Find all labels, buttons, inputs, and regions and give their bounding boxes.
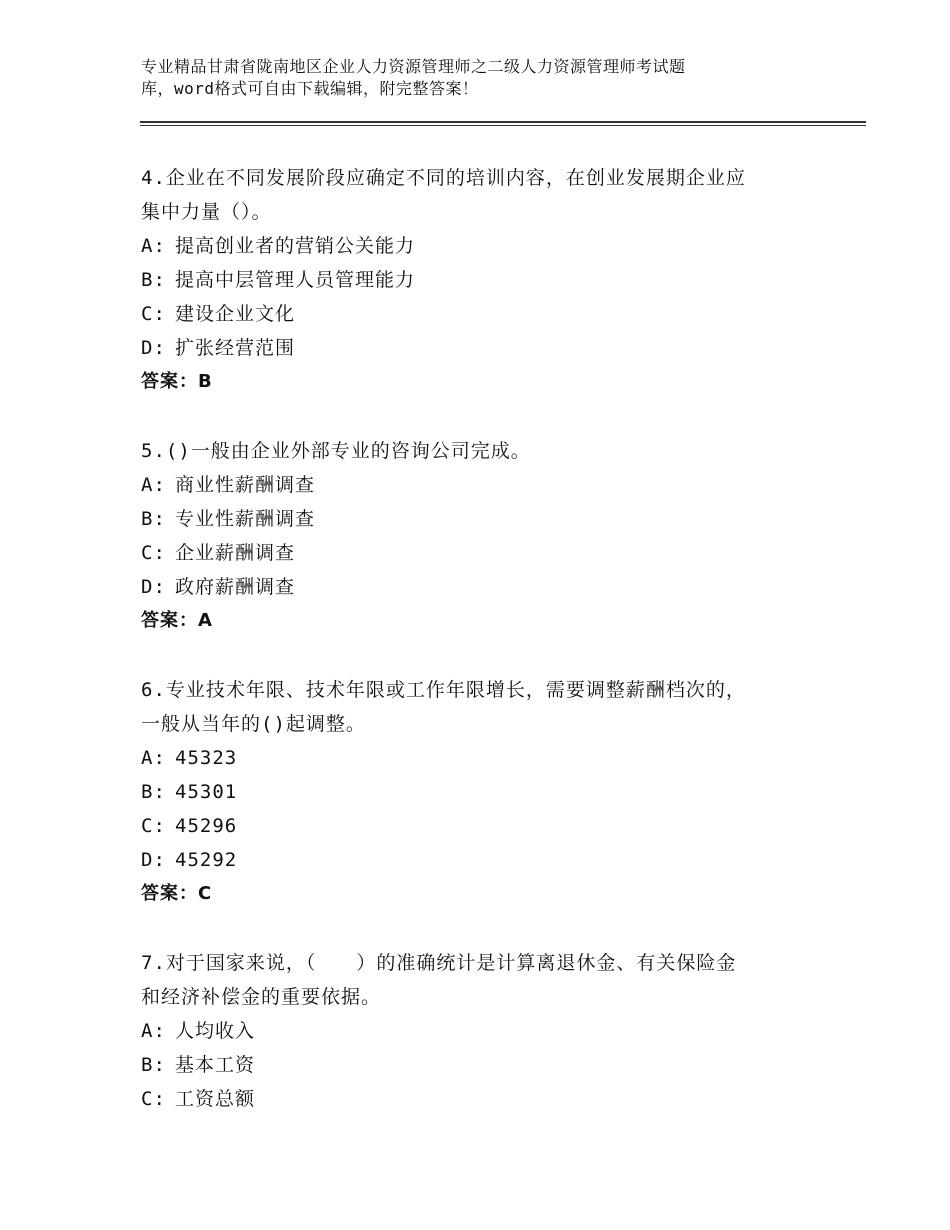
option-a [141,1014,821,1048]
option-a [141,229,821,263]
option-label: B: [141,781,166,803]
answer: 答案：B [141,371,213,392]
option-text: 人均收入 [175,1020,256,1042]
option-c [141,297,821,331]
question-stem-line: 7.对于国家来说，（ ）的准确统计是计算离退休金、有关保险金 [141,952,737,974]
question-stem-line: 集中力量（）。 [141,201,272,223]
option-text: 提高中层管理人员管理能力 [175,269,416,291]
option-a [141,468,821,502]
option-b [141,263,821,297]
option-label: B: [141,508,166,530]
option-b [141,775,821,809]
option-label: A: [141,747,166,769]
question-6 [141,673,821,911]
option-label: C: [141,1088,166,1110]
question-5 [141,434,821,638]
question-4 [141,161,821,399]
option-label: C: [141,542,166,564]
answer: 答案：A [141,610,213,631]
option-b [141,1048,821,1082]
option-text: 提高创业者的营销公关能力 [175,235,416,257]
option-c [141,809,821,843]
option-text: 企业薪酬调查 [175,542,296,564]
question-stem-line: 4.企业在不同发展阶段应确定不同的培训内容，在创业发展期企业应 [141,167,746,189]
option-text: 45323 [175,747,238,769]
question-stem-line: 一般从当年的()起调整。 [141,713,366,735]
option-text: 专业性薪酬调查 [175,508,316,530]
option-text: 45296 [175,815,238,837]
option-text: 基本工资 [175,1054,256,1076]
option-text: 政府薪酬调查 [175,576,296,598]
option-label: C: [141,303,166,325]
option-text: 商业性薪酬调查 [175,474,316,496]
option-text: 工资总额 [175,1088,256,1110]
option-label: D: [141,849,166,871]
answer: 答案：C [141,883,213,904]
option-label: C: [141,815,166,837]
header-title-line-2: 库，word格式可自由下载编辑，附完整答案！ [141,79,479,98]
question-stem-line: 5.()一般由企业外部专业的咨询公司完成。 [141,440,531,462]
option-label: B: [141,269,166,291]
option-label: D: [141,337,166,359]
option-label: B: [141,1054,166,1076]
option-text: 45301 [175,781,238,803]
option-d [141,570,821,604]
option-c [141,1082,821,1116]
option-label: A: [141,474,166,496]
option-label: A: [141,1020,166,1042]
option-d [141,331,821,365]
option-c [141,536,821,570]
option-b [141,502,821,536]
document-header [141,56,781,100]
question-stem-line: 和经济补偿金的重要依据。 [141,986,382,1008]
option-text: 扩张经营范围 [175,337,296,359]
header-title-line-1: 专业精品甘肃省陇南地区企业人力资源管理师之二级人力资源管理师考试题 [141,57,686,76]
option-text: 建设企业文化 [175,303,296,325]
option-d [141,843,821,877]
option-text: 45292 [175,849,238,871]
option-a [141,741,821,775]
option-label: A: [141,235,166,257]
header-divider-thick [140,121,866,123]
header-divider-thin [140,125,866,126]
option-label: D: [141,576,166,598]
question-stem-line: 6.专业技术年限、技术年限或工作年限增长，需要调整薪酬档次的， [141,679,746,701]
question-7 [141,946,821,1116]
